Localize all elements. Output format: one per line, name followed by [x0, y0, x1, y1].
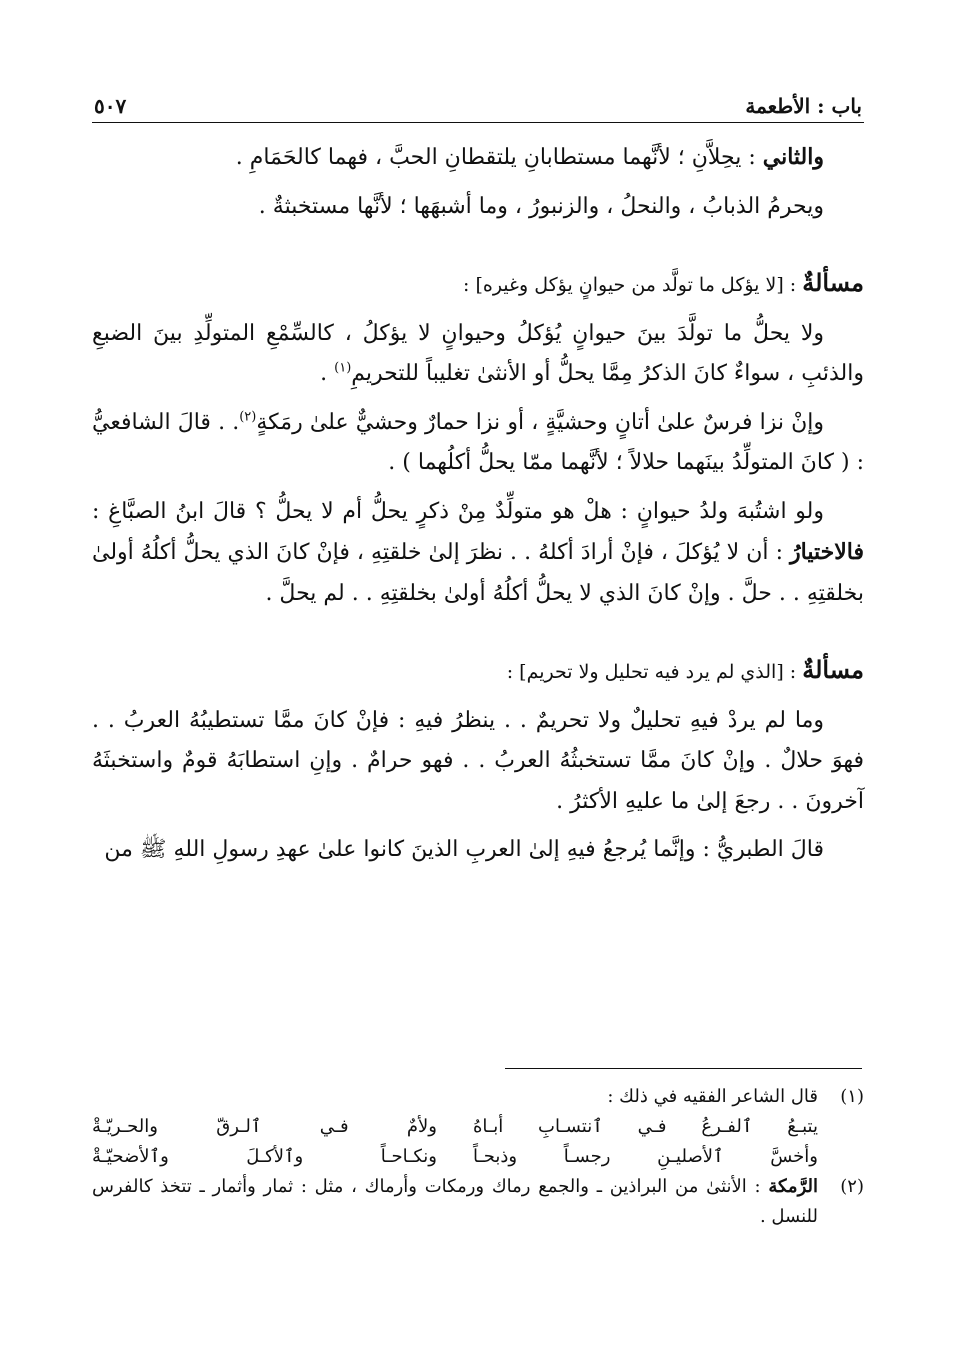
footnote-number: (١) [840, 1086, 864, 1107]
paragraph [92, 403, 864, 484]
paragraph [92, 137, 864, 179]
paragraph-text: : يحِلاَّنِ ؛ لأنَّهما مستطابانِ يلتقطانِ الحبَّ ، فهما كالحَمَامِ . [235, 145, 763, 170]
footnote-text [92, 1172, 818, 1232]
verse-hemistich: ونكـاحـاً وٱلأكـلَ وٱلأضحيّـةْ [92, 1146, 437, 1167]
paragraph-text: . . قالَ الشافعيُّ : ( كانَ المتولِّدُ بينَهما حلالاً ؛ لأنَّهما ممّا يحلُّ أكلُهما ) . [92, 409, 864, 475]
paragraph: قالَ الطبريُّ : وإنَّما يُرجعُ فيهِ إلىٰ العربِ الذينَ كانوا علىٰ عهدِ رسولِ اللهِ ﷺ من [104, 837, 824, 862]
masala-heading [92, 650, 864, 693]
masala-label: مسألةٌ [802, 655, 864, 684]
verse-hemistich: ولأمٌ فـي ٱلـرقّ والحـريّـةْ [92, 1116, 437, 1137]
paragraph: وما لم يردْ فيهِ تحليلٌ ولا تحريمٌ . . ينظرُ فيهِ : فإنْ كانَ ممَّا تستطيبُهُ العربُ . . فهوَ حلالٌ . وإنْ كانَ ممَّا تستخبثُهُ العربُ . . فهو حرامٌ . وإنِ استطابَهُ قومٌ واستخبثَهُ آخرونَ . . رجعَ إلىٰ ما عليهِ الأكثرُ . [92, 707, 864, 814]
footnote-divider [505, 1068, 862, 1069]
page [92, 80, 864, 871]
verse-line [92, 1112, 864, 1142]
paragraph [92, 314, 864, 395]
footnote-definition: : الأنثىٰ من البراذين ـ والجمع رماك ورمكات وأرماك ، مثل : ثمار وأثمار ـ تتخذ كالفرس للنسل . [92, 1176, 818, 1227]
footnote-ref[interactable]: (١) [334, 360, 352, 376]
masala-heading [92, 263, 864, 306]
footnote-1 [92, 1082, 864, 1112]
footnote-text: قال الشاعر الفقيه في ذلك : [607, 1086, 818, 1107]
verse-hemistich: وأخسَّ ٱلأصليـنِ رجسـاً وذبحـاً [473, 1146, 818, 1167]
masala-label: مسألةٌ [802, 268, 864, 297]
paragraph-text: وإنْ نزا فرسٌ علىٰ أتانٍ وحشيَّةٍ ، أو نزا حمارٌ وحشيٌّ علىٰ رمَكةٍ [256, 409, 824, 435]
paragraph: ويحرمُ الذبابُ ، والنحلُ ، والزنبورُ ، وما أشبهَها ؛ لأنَّها مستخبثةٌ . [258, 193, 824, 219]
paragraph [92, 492, 864, 615]
paragraph-text: . [320, 361, 335, 386]
page-number: ٥٠٧ [94, 94, 127, 118]
keyword: فالاختيارُ [790, 539, 864, 565]
footnote-ref[interactable]: (٢) [239, 409, 257, 425]
masala-title: : [لا يؤكل ما تولَّد من حيوانٍ يؤكل وغيره] : [463, 274, 803, 296]
paragraph-text: : أن لا يُؤكلَ ، فإنْ أرادَ أكلهُ . . نظرَ إلىٰ خلقتِهِ ، فإنْ كانَ الذي يحلُّ أكلُهُ أولىٰ بخلقتِهِ . . حلَّ . وإنْ كانَ الذي لا يحلُّ أكلُهُ أولىٰ بخلقتِهِ . . لم يحلَّ . [92, 540, 864, 606]
footnote-term: الرَّمكة [768, 1176, 818, 1197]
footnote-number: (٢) [840, 1176, 864, 1197]
keyword: والثاني [762, 144, 824, 170]
verse-line [92, 1142, 864, 1172]
footnotes [92, 1082, 864, 1232]
paragraph-text: ولا يحلُّ ما تولَّدَ بينَ حيوانٍ يُؤكلُ وحيوانٍ لا يؤكلُ ، كالسِّمْعِ المتولِّدِ بينَ الضبعِ والذئبِ ، سواءٌ كانَ الذكرُ مِمَّا يحلُّ أو الأنثىٰ تغليباً للتحريمِ [92, 320, 864, 386]
verse-hemistich: يتبـعُ ٱلفـرعُ فـي ٱنتسـابِ أبـاهُ [473, 1116, 818, 1137]
footnote-2 [92, 1172, 864, 1232]
chapter-title: باب : الأطعمة [745, 94, 862, 118]
main-text [92, 137, 864, 871]
paragraph-text: ولو اشتُبهَ ولدُ حيوانٍ : هلْ هو متولِّدٌ مِنْ ذكرٍ يحلُّ أم لا يحلُّ ؟ قالَ ابنُ الصبَّاغِ : [92, 498, 824, 524]
running-header [92, 80, 864, 123]
masala-title: : [الذي لم يرد فيه تحليل ولا تحريم] : [506, 661, 803, 683]
